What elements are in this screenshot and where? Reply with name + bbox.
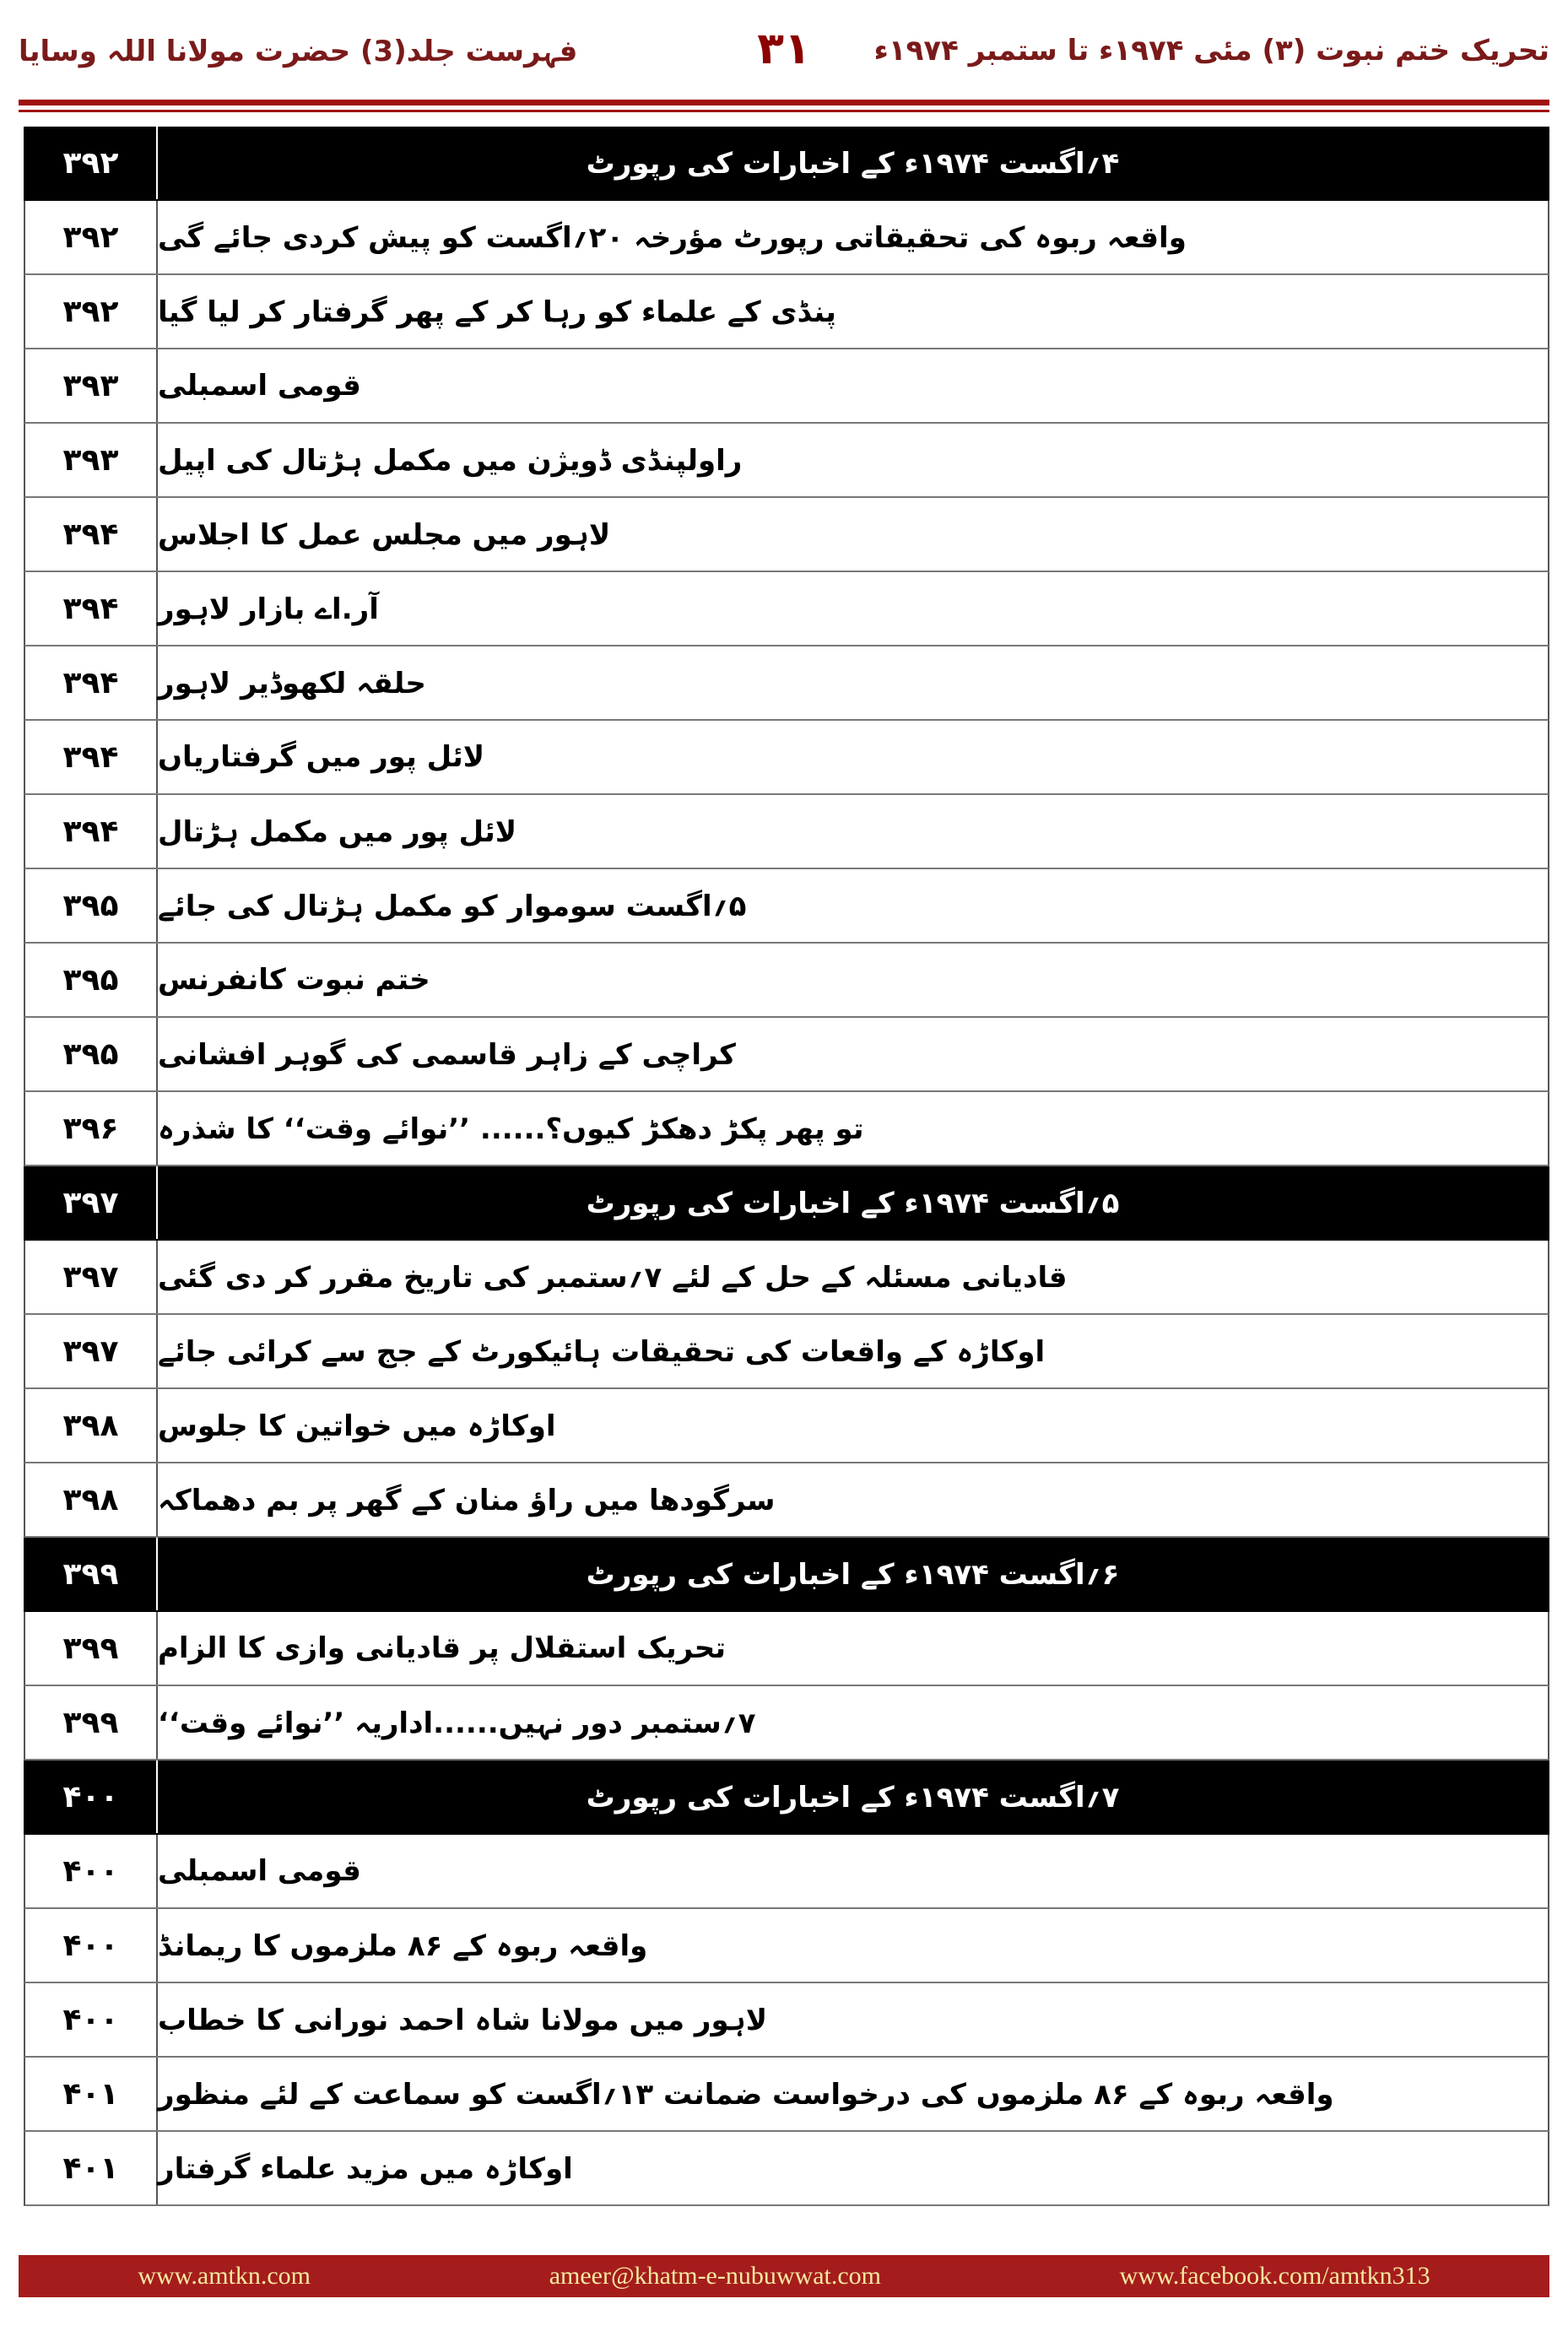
page-reference: ۳۹۴	[25, 572, 158, 645]
toc-entry-row	[24, 275, 1549, 349]
page-reference: ۳۹۹	[25, 1686, 158, 1759]
toc-entry-row	[24, 1018, 1549, 1092]
section-heading-row	[24, 1166, 1549, 1241]
toc-entry-row	[24, 1315, 1549, 1389]
page-reference: ۳۹۴	[25, 721, 158, 793]
page-footer	[19, 2255, 1549, 2297]
page-reference: ۳۹۷	[25, 1315, 158, 1387]
entry-title: واقعہ ربوہ کے ۸۶ ملزموں کا ریمانڈ	[158, 1928, 648, 1963]
page-reference: ۴۰۱	[25, 2132, 158, 2204]
entry-title: قومی اسمبلی	[158, 369, 361, 403]
page-reference: ۳۹۷	[25, 1166, 158, 1239]
page-reference: ۳۹۸	[25, 1463, 158, 1536]
toc-entry-row	[24, 2058, 1549, 2132]
page-reference: ۳۹۹	[25, 1538, 158, 1610]
page-header	[0, 0, 1568, 101]
entry-title: واقعہ ربوہ کے ۸۶ ملزموں کی درخواست ضمانت ۱۳؍اگست کو سماعت کے لئے منظور	[158, 2077, 1334, 2112]
toc-entry-row	[24, 1389, 1549, 1463]
page-reference: ۴۰۰	[25, 1835, 158, 1907]
toc-entry-row	[24, 498, 1549, 572]
toc-entry-row	[24, 721, 1549, 795]
section-title: ۶؍اگست ۱۹۷۴ء کے اخبارات کی رپورٹ	[586, 1557, 1120, 1592]
page-reference: ۳۹۵	[25, 869, 158, 942]
entry-title: لائل پور میں گرفتاریاں	[158, 740, 485, 774]
toc-entry-row	[24, 1092, 1549, 1166]
entry-title: تو پھر پکڑ دھکڑ کیوں؟...... ’’نوائے وقت‘‘ کا شذرہ	[158, 1112, 864, 1146]
entry-title: تحریک استقلال پر قادیانی وازی کا الزام	[158, 1631, 727, 1665]
entry-title: حلقہ لکھوڈیر لاہور	[158, 666, 426, 700]
entry-title: قادیانی مسئلہ کے حل کے لئے ۷؍ستمبر کی تاریخ مقرر کر دی گئی	[158, 1260, 1068, 1295]
toc-entry-row	[24, 424, 1549, 498]
toc-entry-row	[24, 869, 1549, 944]
entry-title: اوکاڑہ کے واقعات کی تحقیقات ہائیکورٹ کے جج سے کرائی جائے	[158, 1334, 1046, 1369]
page-reference: ۳۹۵	[25, 1018, 158, 1090]
section-title: ۴؍اگست ۱۹۷۴ء کے اخبارات کی رپورٹ	[586, 146, 1120, 181]
toc-entry-row	[24, 1463, 1549, 1538]
page-reference: ۳۹۲	[25, 127, 158, 199]
entry-title: اوکاڑہ میں خواتین کا جلوس	[158, 1409, 556, 1443]
section-heading-row	[24, 1761, 1549, 1835]
page-reference: ۴۰۱	[25, 2058, 158, 2130]
page-number: ۳۱	[757, 24, 811, 74]
page-reference: ۳۹۷	[25, 1241, 158, 1313]
entry-title: ختم نبوت کانفرنس	[158, 963, 430, 997]
page-reference: ۳۹۹	[25, 1612, 158, 1685]
toc-entry-row	[24, 1241, 1549, 1315]
toc-entry-row	[24, 1686, 1549, 1761]
toc-entry-row	[24, 1983, 1549, 2058]
section-title: ۷؍اگست ۱۹۷۴ء کے اخبارات کی رپورٹ	[586, 1780, 1120, 1815]
toc-entry-row	[24, 646, 1549, 721]
toc-entry-row	[24, 572, 1549, 646]
entry-title: آر.اے بازار لاہور	[158, 592, 379, 626]
page-reference: ۴۰۰	[25, 1909, 158, 1982]
page-reference: ۴۰۰	[25, 1983, 158, 2056]
toc-entry-row	[24, 349, 1549, 424]
page-reference: ۳۹۲	[25, 201, 158, 273]
toc-entry-row	[24, 2132, 1549, 2206]
page-reference: ۳۹۴	[25, 795, 158, 868]
footer-email-link[interactable]: ameer@khatm-e-nubuwwat.com	[549, 2262, 881, 2290]
entry-title: سرگودھا میں راؤ منان کے گھر پر بم دھماکہ	[158, 1483, 776, 1517]
page-reference: ۳۹۵	[25, 944, 158, 1016]
page-reference: ۳۹۸	[25, 1389, 158, 1462]
page-reference: ۳۹۴	[25, 498, 158, 571]
page-reference: ۳۹۴	[25, 646, 158, 719]
entry-title: لاہور میں مجلس عمل کا اجلاس	[158, 517, 611, 552]
footer-facebook-link[interactable]: www.facebook.com/amtkn313	[1119, 2262, 1430, 2290]
entry-title: پنڈی کے علماء کو رہا کر کے پھر گرفتار کر لیا گیا	[158, 295, 836, 329]
entry-title: کراچی کے زاہر قاسمی کی گوہر افشانی	[158, 1037, 736, 1072]
toc-entry-row	[24, 1612, 1549, 1686]
section-title: ۵؍اگست ۱۹۷۴ء کے اخبارات کی رپورٹ	[586, 1186, 1120, 1220]
entry-title: واقعہ ربوہ کی تحقیقاتی رپورٹ مؤرخہ ۲۰؍اگست کو پیش کردی جائے گی	[158, 220, 1187, 255]
entry-title: لائل پور میں مکمل ہڑتال	[158, 814, 517, 849]
entry-title: راولپنڈی ڈویژن میں مکمل ہڑتال کی اپیل	[158, 443, 743, 478]
toc-entry-row	[24, 795, 1549, 869]
page-reference: ۳۹۲	[25, 275, 158, 348]
header-left-text: فہرست جلد(3) حضرت مولانا اللہ وسایا	[19, 35, 578, 68]
header-right-text: تحریک ختم نبوت (۳) مئی ۱۹۷۴ء تا ستمبر ۱۹۷۴ء	[873, 34, 1549, 68]
entry-title: ۵؍اگست سوموار کو مکمل ہڑتال کی جائے	[158, 889, 747, 923]
toc-entry-row	[24, 201, 1549, 275]
toc-entry-row	[24, 1835, 1549, 1909]
entry-title: لاہور میں مولانا شاہ احمد نورانی کا خطاب	[158, 2003, 768, 2037]
entry-title: اوکاڑہ میں مزید علماء گرفتار	[158, 2151, 573, 2186]
section-heading-row	[24, 127, 1549, 201]
header-rule-thin	[19, 110, 1549, 112]
page-reference: ۳۹۶	[25, 1092, 158, 1165]
footer-website-link[interactable]: www.amtkn.com	[138, 2262, 311, 2290]
entry-title: ۷؍ستمبر دور نہیں......اداریہ ’’نوائے وقت‘‘	[158, 1706, 756, 1740]
section-heading-row	[24, 1538, 1549, 1612]
page-reference: ۴۰۰	[25, 1761, 158, 1833]
page-reference: ۳۹۳	[25, 424, 158, 496]
table-of-contents	[24, 127, 1549, 2206]
header-rule-thick	[19, 100, 1549, 105]
entry-title: قومی اسمبلی	[158, 1854, 361, 1888]
toc-entry-row	[24, 944, 1549, 1018]
toc-entry-row	[24, 1909, 1549, 1983]
page-reference: ۳۹۳	[25, 349, 158, 422]
